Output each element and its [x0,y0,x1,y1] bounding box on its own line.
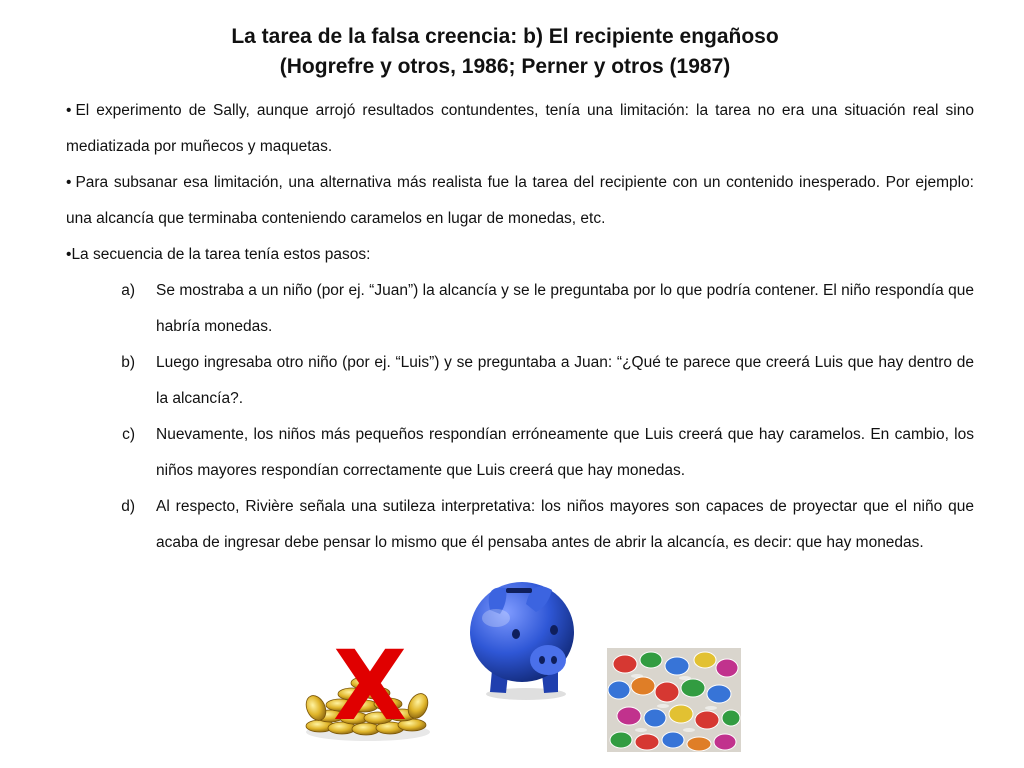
paragraph-3-text: La secuencia de la tarea tenía estos pasos: [71,246,371,263]
step-b-marker: b) [121,354,135,371]
red-x-mark: X [333,630,408,742]
slide-body [66,93,974,561]
step-a-marker: a) [121,282,135,299]
steps-list [66,273,974,561]
step-c [66,417,974,489]
title-line-2: (Hogrefre y otros, 1986; Perner y otros (1987) [279,55,731,78]
step-a-text: Se mostraba a un niño (por ej. “Juan”) la alcancía y se le preguntaba por lo que podría contener. El niño respondía que habría monedas. [156,282,974,335]
step-b-text: Luego ingresaba otro niño (por ej. “Luis”) y se preguntaba a Juan: “¿Qué te parece que creerá Luis que hay dentro de la alcancía?. [156,354,974,407]
step-c-text: Nuevamente, los niños más pequeños respondían erróneamente que Luis creerá que hay caramelos. En cambio, los niños mayores respondían correctamente que Luis creerá que hay monedas. [156,426,974,479]
step-d-marker: d) [121,498,135,515]
step-b [66,345,974,417]
step-d-text: Al respecto, Rivière señala una sutileza interpretativa: los niños mayores son capaces de proyectar que el niño que acaba de ingresar debe pensar lo mismo que él pensaba antes de abrir la alcancía, es decir: que hay monedas. [156,498,974,551]
slide-title [100,22,910,82]
piggy-bank-icon [462,574,584,702]
step-a [66,273,974,345]
paragraph-2 [66,165,974,237]
paragraph-1-text: El experimento de Sally, aunque arrojó resultados contundentes, tenía una limitación: la tarea no era una situación real sino mediatizada por muñecos y maquetas. [66,102,974,155]
paragraph-3 [66,237,974,273]
bullet-2: • [66,174,72,191]
paragraph-2-text: Para subsanar esa limitación, una alternativa más realista fue la tarea del recipiente con un contenido inesperado. Por ejemplo: una alcancía que terminaba conteniendo caramelos en lugar de monedas, etc. [66,174,974,227]
title-line-1: La tarea de la falsa creencia: b) El recipiente engañoso [231,25,779,48]
step-c-marker: c) [122,426,135,443]
candies-icon [607,648,741,752]
paragraph-1 [66,93,974,165]
step-d [66,489,974,561]
bullet-1: • [66,102,72,119]
bullet-3: • [66,246,72,263]
